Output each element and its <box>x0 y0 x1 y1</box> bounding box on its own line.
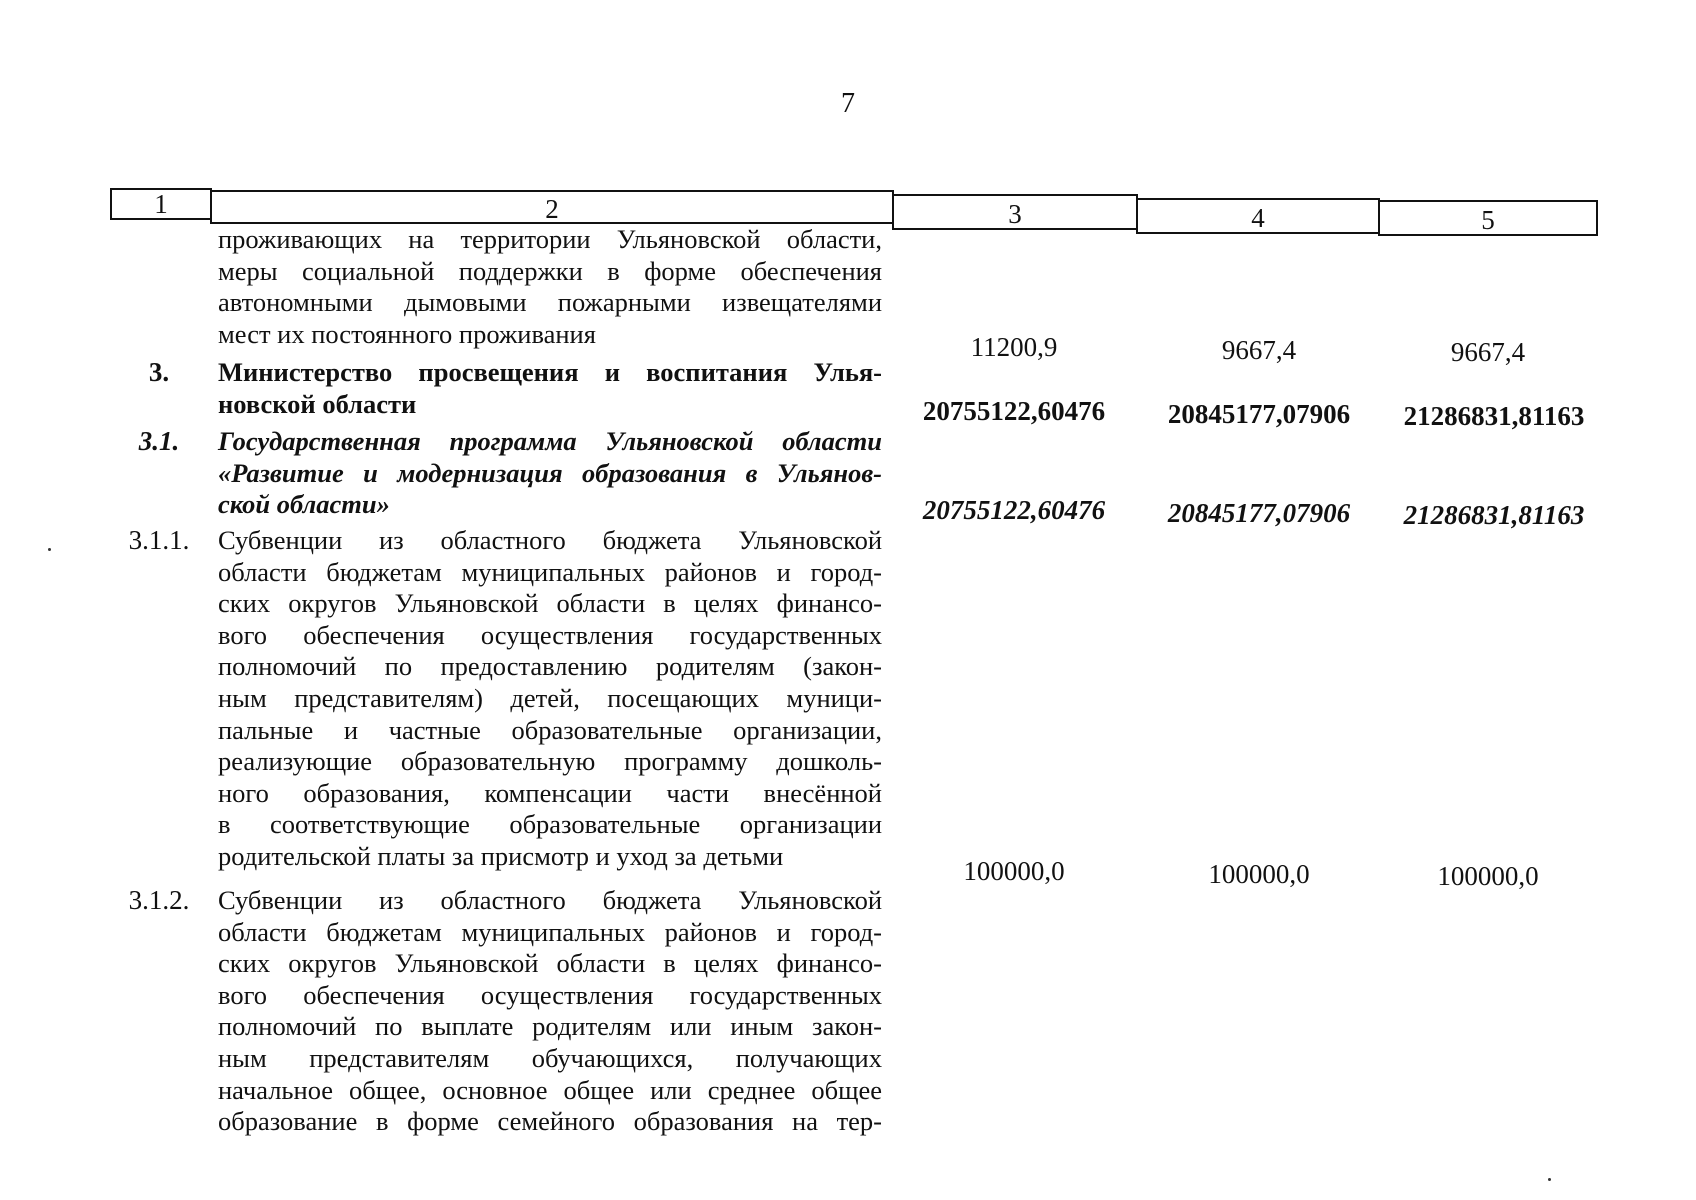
value-col3: 20755122,60476 <box>922 396 1106 426</box>
value-col5: 21286831,81163 <box>1403 401 1585 431</box>
row-description <box>218 525 882 873</box>
desc-line: ской области» <box>218 489 390 520</box>
value-col4: 100000,0 <box>1208 859 1310 889</box>
desc-line: ских округов Ульяновской области в целях финансо- <box>218 948 882 979</box>
desc-line: «Развитие и модернизация образования в Ульянов- <box>218 457 882 488</box>
header-cell-2: 2 <box>210 190 894 224</box>
header-cell-5: 5 <box>1378 200 1598 236</box>
header-cell-3: 3 <box>892 194 1138 230</box>
desc-line: области бюджетам муниципальных районов и город- <box>218 556 882 587</box>
desc-line: Субвенции из областного бюджета Ульяновской <box>218 885 882 915</box>
desc-line: образование в форме семейного образования на тер- <box>218 1106 882 1137</box>
desc-line: ного образования, компенсации части внесённой <box>218 777 882 808</box>
desc-line: полномочий по предоставлению родителям (закон- <box>218 651 882 682</box>
value-col3: 20755122,60476 <box>922 495 1106 525</box>
row-description <box>218 357 882 420</box>
desc-line: вого обеспечения осуществления государственных <box>218 619 882 650</box>
desc-line: ным представителям) детей, посещающих муници- <box>218 682 882 713</box>
desc-line: области бюджетам муниципальных районов и город- <box>218 916 882 947</box>
value-col3: 11200,9 <box>970 332 1058 362</box>
header-cell-1: 1 <box>110 188 212 220</box>
desc-line: Государственная программа Ульяновской области <box>218 426 882 456</box>
row-description <box>218 224 882 350</box>
desc-line: автономными дымовыми пожарными извещателями <box>218 287 882 318</box>
value-col5: 100000,0 <box>1437 861 1539 891</box>
value-col5: 21286831,81163 <box>1403 500 1585 530</box>
desc-line: Министерство просвещения и воспитания Улья- <box>218 357 882 387</box>
desc-line: проживающих на территории Ульяновской области, <box>218 224 882 254</box>
row-code: 3.1.2. <box>128 885 190 915</box>
desc-line: вого обеспечения осуществления государственных <box>218 979 882 1010</box>
value-col4: 20845177,07906 <box>1167 498 1351 528</box>
page-number: 7 <box>841 88 855 119</box>
desc-line: новской области <box>218 388 417 419</box>
desc-line: родительской платы за присмотр и уход за детьми <box>218 840 784 871</box>
row-description <box>218 426 882 521</box>
desc-line: ным представителям обучающихся, получающих <box>218 1042 882 1073</box>
scan-speck <box>48 548 51 551</box>
row-code: 3. <box>148 357 170 387</box>
row-description <box>218 885 882 1138</box>
row-code: 3.1. <box>138 426 180 456</box>
desc-line: начальное общее, основное общее или среднее общее <box>218 1074 882 1105</box>
desc-line: меры социальной поддержки в форме обеспечения <box>218 255 882 286</box>
desc-line: Субвенции из областного бюджета Ульяновской <box>218 525 882 555</box>
desc-line: в соответствующие образовательные организации <box>218 809 882 840</box>
value-col3: 100000,0 <box>963 856 1065 886</box>
scan-speck <box>1548 1178 1551 1181</box>
desc-line: ских округов Ульяновской области в целях финансо- <box>218 588 882 619</box>
desc-line: реализующие образовательную программу дошколь- <box>218 746 882 777</box>
value-col4: 9667,4 <box>1221 335 1297 365</box>
header-cell-4: 4 <box>1136 198 1380 234</box>
value-col4: 20845177,07906 <box>1167 399 1351 429</box>
desc-line: мест их постоянного проживания <box>218 318 596 349</box>
value-col5: 9667,4 <box>1450 337 1526 367</box>
desc-line: полномочий по выплате родителям или иным закон- <box>218 1011 882 1042</box>
desc-line: пальные и частные образовательные организации, <box>218 714 882 745</box>
row-code: 3.1.1. <box>128 525 190 555</box>
